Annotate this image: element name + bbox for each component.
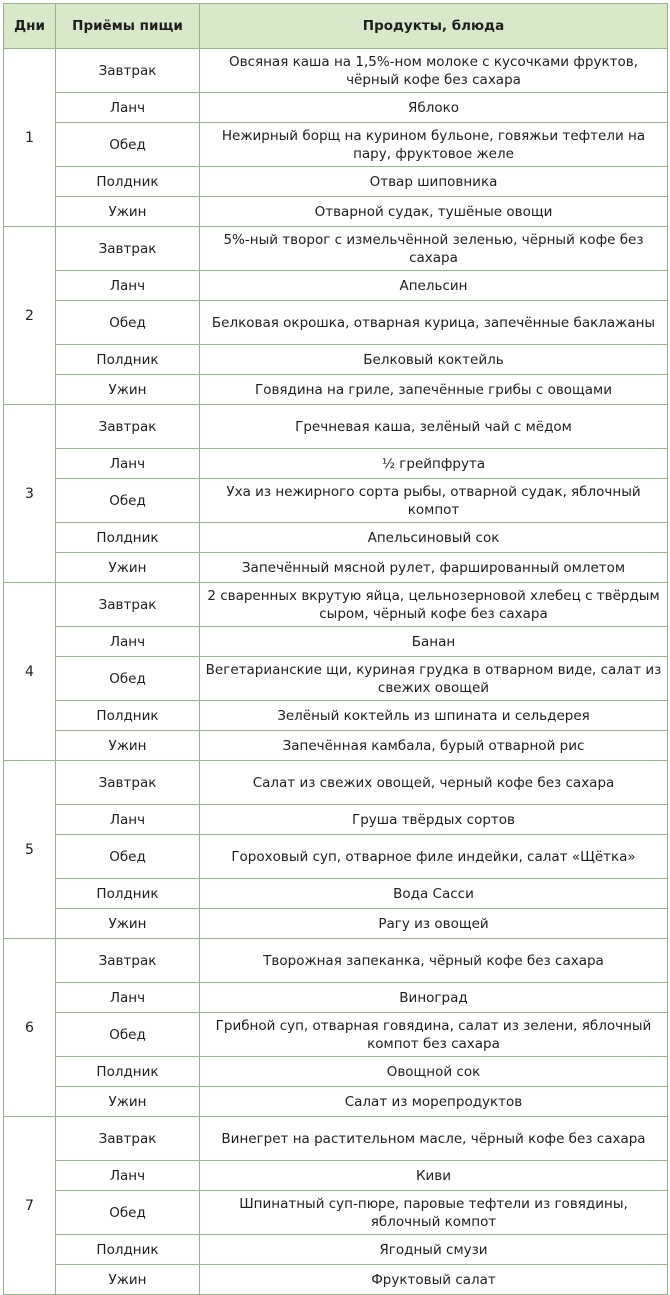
table-row [4, 123, 668, 167]
meal-name: Завтрак [56, 761, 200, 805]
table-row [4, 731, 668, 761]
meal-name: Завтрак [56, 1117, 200, 1161]
food-description: Рагу из овощей [200, 909, 668, 939]
meal-name: Завтрак [56, 49, 200, 93]
food-description: Апельсин [200, 271, 668, 301]
food-description: Творожная запеканка, чёрный кофе без сахара [200, 939, 668, 983]
day-number: 5 [4, 761, 56, 939]
table-row [4, 701, 668, 731]
meal-name: Ужин [56, 1265, 200, 1295]
food-description: Уха из нежирного сорта рыбы, отварной судак, яблочный компот [200, 479, 668, 523]
diet-table [3, 3, 668, 1295]
meal-name: Ужин [56, 553, 200, 583]
table-row [4, 479, 668, 523]
food-description: Вегетарианские щи, куриная грудка в отварном виде, салат из свежих овощей [200, 657, 668, 701]
meal-name: Обед [56, 1191, 200, 1235]
table-row [4, 583, 668, 627]
table-row [4, 197, 668, 227]
meal-name: Ужин [56, 197, 200, 227]
meal-name: Ланч [56, 983, 200, 1013]
table-row [4, 553, 668, 583]
table-row [4, 271, 668, 301]
table-row [4, 983, 668, 1013]
table-row [4, 939, 668, 983]
meal-name: Полдник [56, 1235, 200, 1265]
table-row [4, 49, 668, 93]
meal-name: Ланч [56, 93, 200, 123]
food-description: Шпинатный суп-пюре, паровые тефтели из говядины, яблочный компот [200, 1191, 668, 1235]
table-row [4, 1265, 668, 1295]
food-description: Винегрет на растительном масле, чёрный кофе без сахара [200, 1117, 668, 1161]
meal-name: Ланч [56, 271, 200, 301]
food-description: Белковый коктейль [200, 345, 668, 375]
food-description: Гороховый суп, отварное филе индейки, салат «Щётка» [200, 835, 668, 879]
food-description: Гречневая каша, зелёный чай с мёдом [200, 405, 668, 449]
meal-name: Обед [56, 123, 200, 167]
food-description: Нежирный борщ на курином бульоне, говяжьи тефтели на пару, фруктовое желе [200, 123, 668, 167]
food-description: Белковая окрошка, отварная курица, запечённые баклажаны [200, 301, 668, 345]
meal-name: Завтрак [56, 583, 200, 627]
meal-name: Ланч [56, 627, 200, 657]
table-row [4, 761, 668, 805]
meal-name: Ланч [56, 805, 200, 835]
table-row [4, 345, 668, 375]
table-row [4, 1087, 668, 1117]
meal-name: Полдник [56, 879, 200, 909]
table-row [4, 1057, 668, 1087]
food-description: ½ грейпфрута [200, 449, 668, 479]
table-row [4, 1161, 668, 1191]
meal-name: Завтрак [56, 227, 200, 271]
header-food: Продукты, блюда [200, 4, 668, 49]
day-number: 3 [4, 405, 56, 583]
meal-name: Обед [56, 657, 200, 701]
meal-name: Полдник [56, 523, 200, 553]
table-row [4, 879, 668, 909]
table-row [4, 405, 668, 449]
meal-name: Полдник [56, 167, 200, 197]
meal-name: Обед [56, 1013, 200, 1057]
table-row [4, 1013, 668, 1057]
food-description: Овсяная каша на 1,5%-ном молоке с кусочками фруктов, чёрный кофе без сахара [200, 49, 668, 93]
meal-name: Ужин [56, 1087, 200, 1117]
day-number: 4 [4, 583, 56, 761]
food-description: 5%-ный творог с измельчённой зеленью, чёрный кофе без сахара [200, 227, 668, 271]
table-row [4, 627, 668, 657]
food-description: 2 сваренных вкрутую яйца, цельнозерновой хлебец с твёрдым сыром, чёрный кофе без сахара [200, 583, 668, 627]
food-description: Говядина на гриле, запечённые грибы с овощами [200, 375, 668, 405]
table-row [4, 449, 668, 479]
food-description: Салат из морепродуктов [200, 1087, 668, 1117]
food-description: Грибной суп, отварная говядина, салат из зелени, яблочный компот без сахара [200, 1013, 668, 1057]
table-row [4, 835, 668, 879]
table-row [4, 375, 668, 405]
day-number: 7 [4, 1117, 56, 1295]
meal-name: Обед [56, 479, 200, 523]
day-number: 6 [4, 939, 56, 1117]
table-row [4, 1117, 668, 1161]
food-description: Яблоко [200, 93, 668, 123]
meal-name: Полдник [56, 701, 200, 731]
header-row [4, 4, 668, 49]
table-row [4, 523, 668, 553]
food-description: Запечённая камбала, бурый отварной рис [200, 731, 668, 761]
meal-name: Обед [56, 835, 200, 879]
food-description: Зелёный коктейль из шпината и сельдерея [200, 701, 668, 731]
header-meal: Приёмы пищи [56, 4, 200, 49]
meal-name: Ужин [56, 375, 200, 405]
table-body [4, 49, 668, 1295]
food-description: Отварной судак, тушёные овощи [200, 197, 668, 227]
meal-name: Завтрак [56, 405, 200, 449]
table-row [4, 1191, 668, 1235]
food-description: Фруктовый салат [200, 1265, 668, 1295]
food-description: Апельсиновый сок [200, 523, 668, 553]
table-row [4, 805, 668, 835]
meal-name: Полдник [56, 1057, 200, 1087]
day-number: 2 [4, 227, 56, 405]
food-description: Ягодный смузи [200, 1235, 668, 1265]
food-description: Салат из свежих овощей, черный кофе без сахара [200, 761, 668, 805]
food-description: Овощной сок [200, 1057, 668, 1087]
table-row [4, 1235, 668, 1265]
meal-name: Полдник [56, 345, 200, 375]
table-row [4, 301, 668, 345]
table-row [4, 227, 668, 271]
header-day: Дни [4, 4, 56, 49]
meal-name: Ужин [56, 909, 200, 939]
table-row [4, 167, 668, 197]
table-row [4, 909, 668, 939]
meal-name: Ланч [56, 449, 200, 479]
food-description: Киви [200, 1161, 668, 1191]
food-description: Вода Сасси [200, 879, 668, 909]
meal-name: Завтрак [56, 939, 200, 983]
food-description: Банан [200, 627, 668, 657]
food-description: Груша твёрдых сортов [200, 805, 668, 835]
food-description: Запечённый мясной рулет, фаршированный омлетом [200, 553, 668, 583]
meal-name: Ужин [56, 731, 200, 761]
food-description: Виноград [200, 983, 668, 1013]
day-number: 1 [4, 49, 56, 227]
table-row [4, 657, 668, 701]
meal-name: Обед [56, 301, 200, 345]
table-row [4, 93, 668, 123]
food-description: Отвар шиповника [200, 167, 668, 197]
meal-name: Ланч [56, 1161, 200, 1191]
